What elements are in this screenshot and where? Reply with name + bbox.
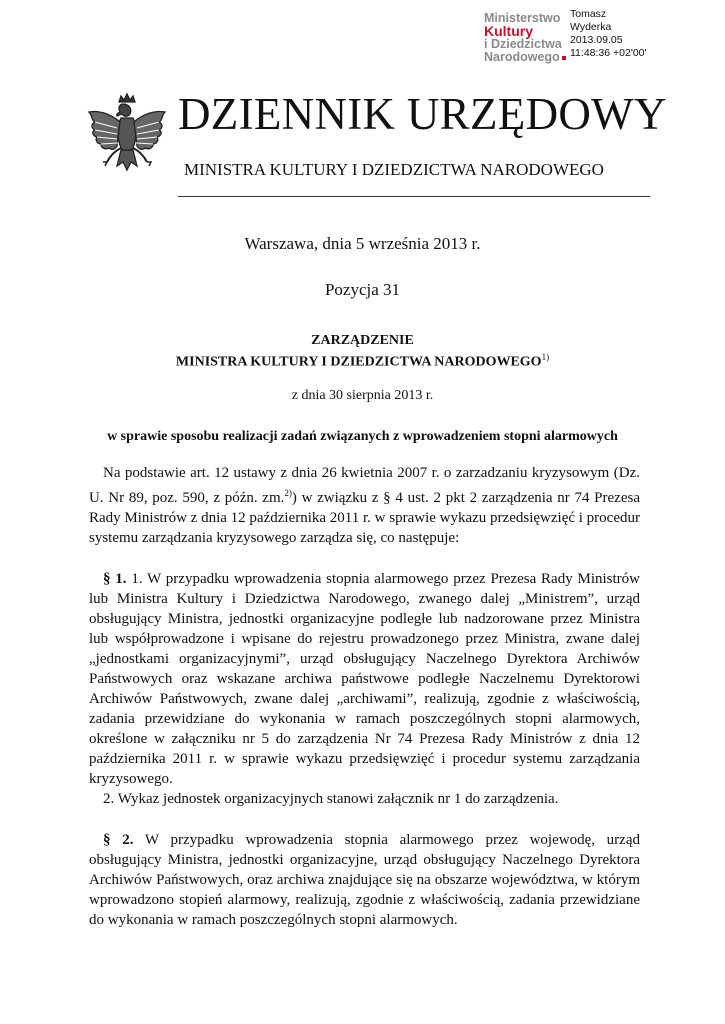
section-1-paragraph-2: 2. Wykaz jednostek organizacyjnych stanowi załącznik nr 1 do zarządzenia. [103, 791, 559, 807]
preamble [89, 463, 640, 548]
place-and-date: Warszawa, dnia 5 września 2013 r. [244, 234, 481, 253]
signer-first-name: Tomasz [570, 8, 607, 20]
digital-signature-stamp [484, 8, 720, 70]
act-subject: w sprawie sposobu realizacji zadań związanych z wprowadzeniem stopni alarmowych [107, 429, 618, 444]
eagle-emblem-icon [83, 92, 171, 182]
logo-line-1: Ministerstwo [484, 11, 561, 25]
section-2-paragraph [89, 830, 640, 930]
logo-dot-icon [562, 56, 566, 60]
journal-title: DZIENNIK URZĘDOWY [178, 89, 667, 139]
section-1-paragraph-1 [89, 569, 640, 789]
ministry-logo [484, 12, 566, 64]
section-2-text: W przypadku wprowadzenia stopnia alarmowego przez wojewodę, urząd obsługujący Ministra, jednostki organizacyjne, urząd obsługujący Naczelnego Dyrektora Archiwów Państwowych, oraz archiwa znajdujące się na obszarze województwa, w którym wprowadzono stopień alarmowy, realizują, zgodnie z właściwością, zadania przewidziane do wykonania w ramach poszczególnych stopni alarmowych. [89, 832, 640, 928]
logo-line-2: Kultury [484, 23, 533, 39]
footnote-2-marker[interactable]: 2) [284, 488, 292, 498]
act-issuer [0, 352, 725, 371]
document-body [89, 463, 640, 930]
signature-time: 11:48:36 +02'00' [570, 47, 647, 59]
header-divider [178, 196, 650, 197]
logo-line-3: i Dziedzictwa [484, 37, 562, 51]
act-type: ZARZĄDZENIE [311, 333, 414, 348]
journal-subtitle: MINISTRA KULTURY I DZIEDZICTWA NARODOWEGO [184, 160, 604, 179]
preamble-part-2: ) w związku z § 4 ust. 2 pkt 2 zarządzenia nr 74 Prezesa Rady Ministrów z dnia 12 października 2011 r. w sprawie wykazu przedsięwzięć i procedur systemu zarządzania kryzysowego zarządza się, co następuje: [89, 490, 640, 546]
section-1-text: 1. W przypadku wprowadzenia stopnia alarmowego przez Prezesa Rady Ministrów lub Ministra Kultury i Dziedzictwa Narodowego, zwanego dalej „Ministrem”, urząd obsługujący Ministra, jednostki organizacyjne podległe lub nadzorowane przez Ministra lub współprowadzone i wpisane do rejestru prowadzonego przez Ministra, zwane dalej „jednostkami organizacyjnymi”, urząd obsługujący Naczelnego Dyrektora Archiwów Państwowych oraz wskazane archiwa państwowe podległe Naczelnemu Dyrektorowi Archiwów Państwowych, zwane dalej „archiwami”, realizują, zgodnie z właściwością, zadania przewidziane do wykonania w ramach poszczególnych stopni alarmowych, określone w załączniku nr 5 do zarządzenia Nr 74 Prezesa Rady Ministrów z dnia 12 października 2011 r. w sprawie wykazu przedsięwzięć i procedur systemu zarządzania kryzysowego. [89, 571, 641, 787]
preamble-part-1: Na podstawie art. 12 ustawy z dnia 26 kwietnia 2007 r. o zarzadzaniu kryzysowym (Dz. U. Nr 89, poz. 590, z późn. zm. [89, 465, 640, 506]
signature-details [570, 8, 647, 60]
signer-last-name: Wyderka [570, 21, 612, 33]
section-2-mark: § 2. [103, 832, 134, 848]
signature-date: 2013.09.05 [570, 34, 623, 46]
act-date: z dnia 30 sierpnia 2013 r. [291, 388, 434, 403]
logo-line-4: Narodowego [484, 50, 560, 64]
position-number: Pozycja 31 [324, 280, 401, 299]
act-issuer-text: MINISTRA KULTURY I DZIEDZICTWA NARODOWEGO [175, 354, 542, 370]
section-1-mark: § 1. [103, 571, 127, 587]
footnote-1-marker[interactable]: 1) [541, 352, 550, 362]
